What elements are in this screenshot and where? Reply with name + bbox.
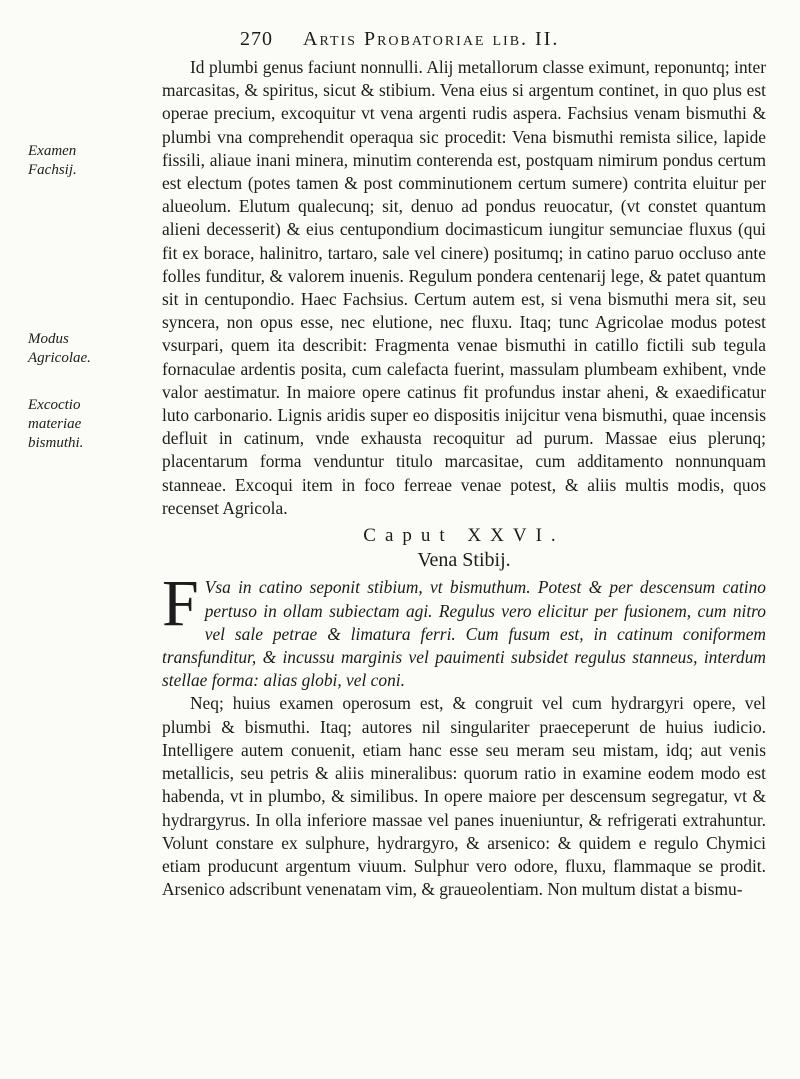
italic-summary: Vsa in catino seponit stibium, vt bismuthum. Potest & per descensum catino pertuso in ollam subiectam agi. Regulus vero elicitur per fusionem, cum nitro vel sale petrae & limatura ferri. Cum fusum est, in catinum coniformem transfunditur, & incussu marginis vel pauimenti subsidet regulus stanneus, interdum stellae forma: alias globi, vel coni. — [162, 577, 766, 691]
chapter-title: Vena Stibij. — [417, 549, 511, 572]
running-title: Artis Probatoriae lib. II. — [303, 28, 560, 50]
margin-note-modus-agricolae: Modus Agricolae. — [28, 331, 91, 366]
text-body — [162, 56, 766, 901]
margin-note-excoctio: Excoctio materiae bismuthi. — [28, 397, 84, 451]
drop-cap: F — [162, 567, 199, 641]
page-number: 270 — [240, 28, 273, 50]
margin-note-examen-fachsij: Examen Fachsij. — [28, 143, 77, 178]
paragraph-stibium-examen: Neq; huius examen operosum est, & congruit vel cum hydrargyri opere, vel plumbi & bismuthi. Itaq; autores nil singulariter praeceperunt de huius iudicio. Intelligere autem conuenit, etiam hanc esse seu meram seu mistam, idq; aut venis metallicis, seu petris & aliis mineralibus: quorum ratio in examine eodem modo est habenda, vt in plumbo, & similibus. In opere maiore per descensum segregatur, vt & hydrargyrus. In olla inferiore massae vel panes inueniuntur, & refrigerati extrahuntur. Volunt constare ex sulphure, hydrargyro, & arsenico: & quidem e regulo Chymici etiam producunt argentum viuum. Sulphur vero odore, fluxu, flammaque se prodit. Arsenico adscribunt venenatam vim, & graueolentiam. Non multum distat a bismu- — [162, 693, 766, 900]
chapter-heading: Caput XXVI. — [363, 525, 565, 547]
paragraph-stibium-intro — [162, 567, 766, 692]
paragraph-bismuth: Id plumbi genus faciunt nonnulli. Alij metallorum classe eximunt, reponuntq; inter marcasitas, & spiritus, sicut & stibium. Vena eius si argentum continet, in quo plus est operae precium, excoquitur vt vena argenti rudis aspera. Fachsius venam bismuthi & plumbi vna comprehendit operaqua sic procedit: Vena bismuthi remista silice, lapide fissili, aliaue inani minera, minutim conterenda est, postquam nimirum pondus certum est electum (potes tamen & post comminutionem certum sumere) contrita eluitur per alueolum. Elutum qualecunq; sit, denuo ad pondus reuocatur, (vt constet quantum alieni decesserit) & eius centupondium docimasticum iungitur semunciae fluxus (qui fit ex borace, halinitro, tartaro, sale vel cinere) positumq; in catino paruo occluso ante folles funditur, & valorem inuenis. Regulum pondera centenarij lege, & patet quantum sit in centupondio. Haec Fachsius. Certum autem est, si vena bismuthi mera sit, seu syncera, non opus esse, nec elutione, nec fluxu. Itaq; tunc Agricolae modus potest vsurpari, quem ita describit: Fragmenta venae bismuthi in catillo fictili sub tegula fornaculae ardentis posita, cum calefacta fuerint, massulam plumbeam exhibent, vnde valor aestimatur. In maiore opere catinus fit profundus instar aheni, & exaedificatur luto carbonario. Lignis aridis super eo dispositis inijcitur vena bismuthi, quae incensis defluit in catinum, vnde exhausta recoquitur ad purum. Massae eius plerunq; placentarum forma venduntur titulo marcasitae, cum additamento nonnunquam stanneae. Excoqui item in foco ferreae venae potest, & aliis multis modis, quos recenset Agricola. — [162, 57, 766, 518]
page-header — [240, 28, 559, 51]
